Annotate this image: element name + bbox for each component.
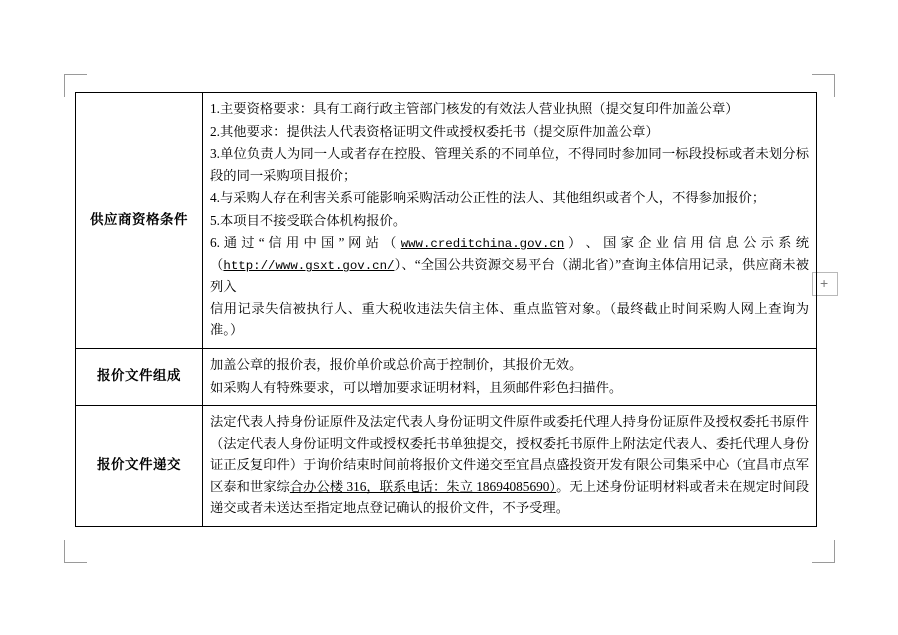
gsxt-link[interactable]: http://www.gsxt.gov.cn/: [223, 259, 395, 274]
paragraph: 4.与采购人存在利害关系可能影响采购活动公正性的法人、其他组织或者个人，不得参加报价；: [210, 190, 766, 206]
paragraph: 1.主要资格要求：具有工商行政主管部门核发的有效法人营业执照（提交复印件加盖公章）: [210, 101, 739, 116]
row-label-quotation-submission: 报价文件递交: [76, 406, 203, 527]
paragraph: 法定代表人持身份证原件及法定代表人身份证明文件原件或委托代理人持身份证原件及授权委托书原件（法定代表人身份证明文件或授权委托书单独提交，授权委托书原件上附法定代表人、委托代理人身份证正反复印件）于询价结束时间前将报价文件递交至宜昌点盛投资开发有限公司集采中心（宜昌市点军区泰和世家综合办公楼 316，联系电话：朱立 18694085690）。无上述身份证明材料或者未在规定时间段递交或者未送达至指定地点登记确认的报价文件，不予受理。: [210, 414, 809, 516]
row-label-supplier-qualification: 供应商资格条件: [76, 93, 203, 349]
paragraph: 5.本项目不接受联合体机构报价。: [210, 212, 407, 228]
paragraph: 加盖公章的报价表，报价单价或总价高于控制价，其报价无效。: [210, 356, 583, 372]
paragraph: 2.其他要求：提供法人代表资格证明文件或授权委托书（提交原件加盖公章）: [210, 123, 659, 139]
table-row: [76, 406, 817, 527]
table-row: [76, 93, 817, 349]
creditchina-link[interactable]: www.creditchina.gov.cn: [400, 237, 565, 252]
paragraph: 3.单位负责人为同一人或者存在控股、管理关系的不同单位，不得同时参加同一标段投标或者未划分标段的同一采购项目报价；: [210, 146, 809, 183]
crop-mark-bottom-left: [64, 540, 87, 563]
paragraph: 如采购人有特殊要求，可以增加要求证明材料，且须邮件彩色扫描件。: [210, 379, 623, 395]
contact-underlined-text: 合办公楼 316，联系电话：朱立 18694085690）: [289, 478, 557, 494]
table-row: [76, 348, 817, 405]
requirements-table: [75, 92, 817, 527]
row-content-quotation-composition: [203, 348, 817, 405]
row-label-quotation-composition: 报价文件组成: [76, 348, 203, 405]
row-content-quotation-submission: [203, 406, 817, 527]
row-content-supplier-qualification: [203, 93, 817, 349]
paragraph-credit-check: 6. 通 过 “ 信 用 中 国 ” 网 站 （ www.creditchina.gov.cn ） 、 国 家 企 业 信 用 信 息 公 示 系 统 （http://www.gsxt.gov.cn/）、“全国公共资源交易平台（湖北省）”查询主体信用记录，供应商未被列入 信用记录失信被执行人、重大税收违法失信主体、重点监管对象。（最终截止时间采购人网上查询为准。）: [210, 235, 809, 338]
crop-mark-bottom-right: [812, 540, 835, 563]
